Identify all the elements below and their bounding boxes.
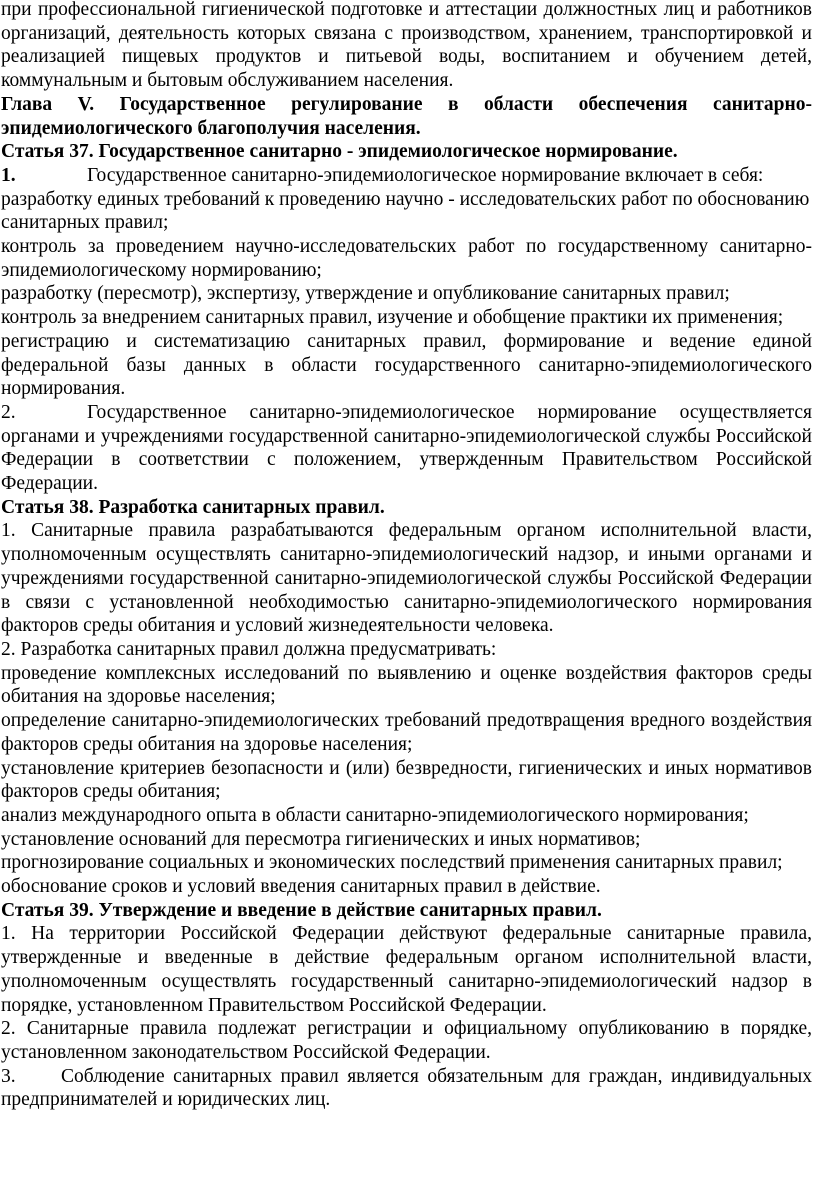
clause-number: 1. bbox=[1, 164, 16, 186]
list-item: разработку (пересмотр), экспертизу, утверждение и опубликование санитарных правил; bbox=[1, 283, 730, 305]
article-38-title: Статья 38. Разработка санитарных правил. bbox=[1, 496, 385, 518]
list-item: контроль за внедрением санитарных правил, изучение и обобщение практики их применения; bbox=[1, 307, 784, 329]
list-item: установление критериев безопасности и (или) безвредности, гигиенических и иных нормативов факторов среды обитания; bbox=[1, 757, 812, 803]
article-39-clause-2: 2. Санитарные правила подлежат регистрации и официальному опубликованию в порядке, установленном законодательством Российской Федерации. bbox=[1, 1018, 812, 1063]
list-item: регистрацию и систематизацию санитарных правил, формирование и ведение единой федеральной базы данных в области государственного санитарно-эпидемиологического нормирования. bbox=[1, 330, 812, 400]
chapter-title: Глава V. Государственное регулирование в области обеспечения санитарно-эпидемиологического благополучия населения. bbox=[1, 93, 812, 139]
article-38-clause-1: 1. Санитарные правила разрабатываются федеральным органом исполнительной власти, уполномоченным осуществлять санитарно-эпидемиологический надзор, и иными органами и учреждениями государственной санитарно-эпидемиологической службы Российской Федерации в связи с установленной необходимостью санитарно-эпидемиологического нормирования факторов среды обитания и условий жизнедеятельности человека. bbox=[1, 520, 812, 637]
clause-text: Государственное санитарно-эпидемиологическое нормирование включает в себя: bbox=[87, 164, 764, 186]
article-37-clause-1 bbox=[1, 164, 812, 188]
list-item: определение санитарно-эпидемиологических требований предотвращения вредного воздействия факторов среды обитания на здоровье населения; bbox=[1, 710, 812, 755]
clause-number: 2. bbox=[1, 401, 16, 423]
article-38-clause-2: 2. Разработка санитарных правил должна предусматривать: bbox=[1, 638, 497, 660]
article-37-title: Статья 37. Государственное санитарно - эпидемиологическое нормирование. bbox=[1, 141, 678, 163]
list-item: контроль за проведением научно-исследовательских работ по государственному санитарно-эпидемиологическому нормированию; bbox=[1, 236, 812, 281]
list-item: обоснование сроков и условий введения санитарных правил в действие. bbox=[1, 876, 601, 898]
article-39-clause-1: 1. На территории Российской Федерации действуют федеральные санитарные правила, утвержденные и введенные в действие федеральным органом исполнительной власти, уполномоченным осуществлять государственный санитарно-эпидемиологический надзор в порядке, установленном Правительством Российской Федерации. bbox=[1, 923, 812, 1016]
article-37-clause-2 bbox=[1, 401, 812, 496]
article-39-title: Статья 39. Утверждение и введение в действие санитарных правил. bbox=[1, 899, 602, 921]
list-item: проведение комплексных исследований по выявлению и оценке воздействия факторов среды обитания на здоровье населения; bbox=[1, 662, 812, 708]
list-item: прогнозирование социальных и экономических последствий применения санитарных правил; bbox=[1, 852, 783, 874]
article-39-clause-3 bbox=[1, 1065, 812, 1112]
clause-text: Соблюдение санитарных правил является обязательным для граждан, индивидуальных предпринимателей и юридических лиц. bbox=[1, 1065, 812, 1111]
list-item: разработку единых требований к проведению научно - исследовательских работ по обоснованию санитарных правил; bbox=[1, 188, 810, 234]
intro-paragraph: при профессиональной гигиенической подготовке и аттестации должностных лиц и работников организаций, деятельность которых связана с производством, хранением, транспортировкой и реализацией пищевых продуктов и питьевой воды, воспитанием и обучением детей, коммунальным и бытовым обслуживанием населения. bbox=[1, 0, 812, 92]
clause-number: 3. bbox=[1, 1065, 16, 1087]
list-item: установление оснований для пересмотра гигиенических и иных нормативов; bbox=[1, 828, 641, 850]
clause-text: Государственное санитарно-эпидемиологическое нормирование осуществляется органами и учреждениями государственной санитарно-эпидемиологической службы Российской Федерации в соответствии с положением, утвержденным Правительством Российской Федерации. bbox=[1, 401, 812, 495]
list-item: анализ международного опыта в области санитарно-эпидемиологического нормирования; bbox=[1, 804, 749, 826]
